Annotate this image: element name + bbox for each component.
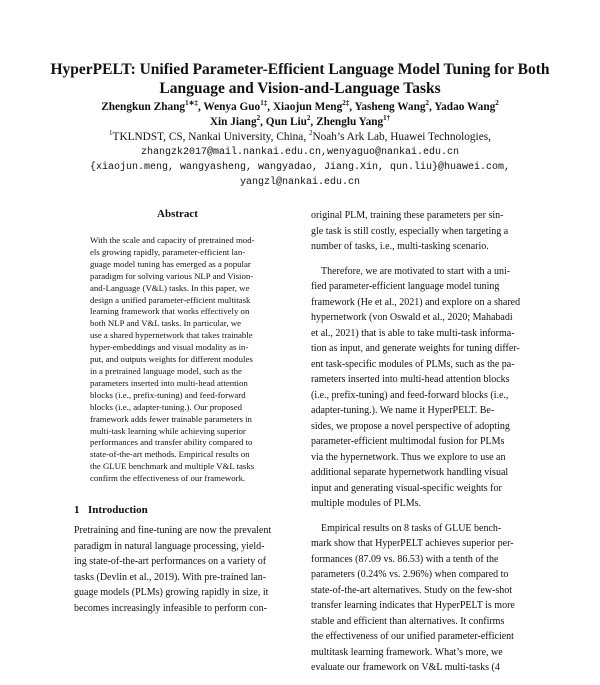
author-mark: 2‡ xyxy=(342,99,350,108)
title-line-1: HyperPELT: Unified Parameter-Efficient Language Model Tuning for Both xyxy=(50,61,550,78)
author-name: Qun Liu xyxy=(265,116,307,128)
abstract-line: guage model tuning has emerged as a popular xyxy=(90,258,251,269)
email-line[interactable]: yangzl@nankai.edu.cn xyxy=(239,177,361,188)
abstract-line: paradigm for solving various NLP and Vision- xyxy=(90,270,254,281)
author-mark: 1∗‡ xyxy=(185,99,198,108)
author-name: Xiaojun Meng xyxy=(272,101,343,113)
author-mark: 1† xyxy=(383,114,391,123)
abstract-heading: Abstract xyxy=(157,208,198,220)
abstract-line: els growing rapidly, parameter-efficient lan- xyxy=(90,246,246,257)
abstract-line: blocks (i.e., adapter-tuning.). Our proposed xyxy=(90,401,243,412)
paragraph-line: tion as input, and generate weights for tuning differ- xyxy=(311,343,520,354)
paragraph-line: stable and efficient than alternatives. It confirms xyxy=(311,615,505,627)
paragraph-line: et al., 2021) that is able to take multi-task informa- xyxy=(311,327,515,339)
author-name: Yasheng Wang xyxy=(354,101,426,113)
title-line-2: Language and Vision-and-Language Tasks xyxy=(159,80,441,97)
paragraph-line: Therefore, we are motivated to start with a uni- xyxy=(321,265,511,277)
abstract-line: hyper-embeddings and visual modality as in- xyxy=(90,342,249,353)
paragraph-line: evaluate our framework on V&L multi-tasks (4 xyxy=(311,662,500,673)
abstract-line: use a shared hypernetwork that takes trainable xyxy=(90,330,253,341)
paragraph-line: gle task is still costly, especially when targeting a xyxy=(311,225,509,237)
paragraph-line: via the hypernetwork. Thus we explore to use an xyxy=(311,451,506,463)
email-line[interactable]: zhangzk2017@mail.nankai.edu.cn,wenyaguo@nankai.edu.cn xyxy=(140,147,460,158)
paragraph-line: state-of-the-art alternatives. Study on the few-shot xyxy=(311,584,513,596)
author-mark: 2 xyxy=(495,99,499,108)
abstract-line: learning framework that works effectively on xyxy=(90,306,250,317)
affil-mark: 2 xyxy=(308,129,313,138)
paragraph-line: parameter-efficient multimodal fusion for PLMs xyxy=(311,436,505,447)
paragraph-line: additional separate hypernetwork handling visual xyxy=(311,467,509,478)
paragraph-line: mark show that HyperPELT achieves superior per- xyxy=(311,538,514,549)
paragraph-line: sides, we propose a novel perspective of adopting xyxy=(311,420,510,432)
affiliations xyxy=(40,130,560,145)
introduction-line: guage models (PLMs) growing rapidly in size, it xyxy=(74,587,269,598)
paragraph-line: multiple modules of PLMs. xyxy=(311,498,421,509)
author-mark: 2 xyxy=(306,114,311,123)
abstract-line: in a pretrained language model, such as the xyxy=(90,365,242,376)
abstract-line: the GLUE benchmark and multiple V&L tasks xyxy=(90,461,255,472)
paragraph-line: fied parameter-efficient language model tuning xyxy=(311,281,500,292)
paragraph-line: original PLM, training these parameters per sin- xyxy=(311,210,504,221)
paragraph-line: framework (He et al., 2021) and explore on a shared xyxy=(311,296,521,308)
introduction-line: ing state-of-the-art performances on a variety of xyxy=(74,556,267,567)
abstract-line: With the scale and capacity of pretrained mod- xyxy=(90,235,255,245)
author-name: Yadao Wang xyxy=(434,101,496,113)
email-addresses xyxy=(40,145,560,190)
right-column xyxy=(311,208,533,685)
abstract-line: put, and outputs weights for different modules xyxy=(90,354,253,365)
author-mark: 1‡ xyxy=(260,99,268,108)
paragraph-line: formances (87.09 vs. 86.53) with a tenth of the xyxy=(311,553,499,565)
abstract-line: state-of-the-art methods. Empirical results on xyxy=(90,449,250,460)
author-name: Xin Jiang xyxy=(209,116,257,128)
author-name: Wenya Guo xyxy=(203,101,261,113)
email-line[interactable]: {xiaojun.meng, wangyasheng, wangyadao, Jiang.Xin, qun.liu}@huawei.com, xyxy=(89,162,511,173)
introduction-body xyxy=(74,523,298,616)
paragraph-line: rameters inserted into multi-head attention blocks xyxy=(311,374,510,385)
author-mark: 2 xyxy=(256,114,261,123)
paragraph-line: adapter-tuning.). We name it HyperPELT. Be- xyxy=(311,405,495,416)
paragraph-line: the effectiveness of our unified parameter-efficient xyxy=(311,631,514,642)
introduction-line: paradigm in natural language processing, yield- xyxy=(74,540,265,552)
paragraph-line: parameters (0.24% vs. 2.96%) when compared to xyxy=(311,569,509,580)
author-line-2: Xin Jiang$^2$, Qun Liu$^2$, Zhenglu Yang$^{1\dagger}$ xyxy=(209,114,391,128)
abstract-body xyxy=(90,235,278,485)
abstract-line: design a unified parameter-efficient multitask xyxy=(90,294,251,305)
affil-mark: 1 xyxy=(109,129,113,138)
paragraph-line: (i.e., prefix-tuning) and feed-forward blocks (i.e., xyxy=(311,389,509,401)
paragraph-line: hypernetwork (von Oswald et al., 2020; Mahabadi xyxy=(311,312,513,323)
abstract-line: multi-task learning while achieving superior xyxy=(90,425,246,436)
paragraph-motivation xyxy=(311,264,533,512)
paragraph-line: transfer learning indicates that HyperPELT is more xyxy=(311,600,515,611)
abstract-line: blocks (i.e., prefix-tuning) and feed-forward xyxy=(90,389,246,400)
paragraph-line: ent task-specific modules of PLMs, such as the pa- xyxy=(311,358,515,370)
paragraph-line: multitask learning framework. What’s more, we xyxy=(311,646,503,658)
paragraph-line: number of tasks, i.e., multi-tasking scenario. xyxy=(311,241,489,252)
introduction-heading xyxy=(74,504,294,516)
abstract-line: both NLP and V&L tasks. In particular, we xyxy=(90,318,242,329)
abstract-line: confirm the effectiveness of our framework. xyxy=(90,473,246,484)
introduction-line: becomes increasingly infeasible to perform con- xyxy=(74,602,267,614)
affil-text-1: TKLNDST, CS, Nankai University, China, xyxy=(112,131,309,143)
abstract-line: parameters inserted into multi-head attention xyxy=(90,377,248,388)
abstract-line: and-Language (V&L) tasks. In this paper, we xyxy=(90,282,250,293)
paragraph-results xyxy=(311,521,533,676)
paragraph-continued xyxy=(311,208,533,255)
author-name: Zhengkun Zhang xyxy=(101,101,186,113)
abstract-line: framework adds fewer trainable parameters in xyxy=(90,413,252,424)
author-mark: 2 xyxy=(425,99,430,108)
author-line-1: Zhengkun Zhang$^{1∗\ddagger}$, Wenya Guo$^{1\ddagger}$, Xiaojun Meng$^{2\ddagger}$, Yasheng Wang$^2$, Yadao Wang$^2$ xyxy=(101,99,499,113)
paper-title xyxy=(40,60,560,98)
paragraph-line: input and generating visual-specific weights for xyxy=(311,482,502,494)
section-title: Introduction xyxy=(88,504,148,516)
section-number: 1 xyxy=(74,504,80,516)
paragraph-line: Empirical results on 8 tasks of GLUE bench- xyxy=(321,522,502,534)
author-list xyxy=(40,100,560,130)
abstract-line: performances and transfer ability compared to xyxy=(90,437,253,448)
author-name: Zhenglu Yang xyxy=(316,116,384,128)
affil-text-2: Noah’s Ark Lab, Huawei Technologies, xyxy=(312,131,491,143)
introduction-line: tasks (Devlin et al., 2019). With pre-trained lan- xyxy=(74,571,267,583)
introduction-line: Pretraining and fine-tuning are now the prevalent xyxy=(74,525,272,536)
